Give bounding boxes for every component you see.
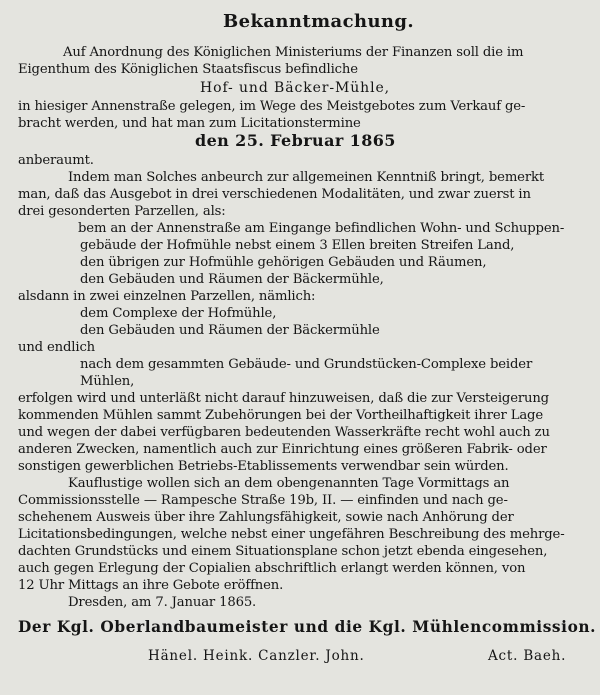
notice-line-30: dachten Grundstücks und einem Situationsplane schon jetzt ebenda eingesehen, xyxy=(18,544,548,559)
notice-line-16: dem Complexe der Hofmühle, xyxy=(80,306,277,321)
notice-line-15: alsdann in zwei einzelnen Parzellen, nämlich: xyxy=(18,289,316,304)
notice-line-29: Licitationsbedingungen, welche nebst einer ungefähren Beschreibung des mehrge- xyxy=(18,527,565,542)
notice-line-19: nach dem gesammten Gebäude- und Grundstücken-Complexe beider xyxy=(80,357,533,372)
notice-line-20: Mühlen, xyxy=(80,374,135,389)
notice-line-22: kommenden Mühlen sammt Zubehörungen bei der Vortheilhaftigkeit ihrer Lage xyxy=(18,408,543,423)
notice-line-31: auch gegen Erlegung der Copialien abschriftlich erlangt werden können, von xyxy=(18,561,526,576)
notice-line-27: Commissionsstelle — Rampesche Straße 19b, II. — einfinden und nach ge- xyxy=(18,493,508,508)
notice-line-23: und wegen der dabei verfügbaren bedeutenden Wasserkräfte recht wohl auch zu xyxy=(18,425,550,440)
notice-line-7: anberaumt. xyxy=(18,153,94,168)
notice-line-32: 12 Uhr Mittags an ihre Gebote eröffnen. xyxy=(18,578,284,593)
notice-line-17: den Gebäuden und Räumen der Bäckermühle xyxy=(80,323,380,338)
notice-line-8: Indem man Solches anbeurch zur allgemeinen Kenntniß bringt, bemerkt xyxy=(68,170,544,185)
notice-line-28: schehenem Ausweis über ihre Zahlungsfähigkeit, sowie nach Anhörung der xyxy=(18,510,514,525)
notice-line-14: den Gebäuden und Räumen der Bäckermühle, xyxy=(80,272,384,287)
signature-names: Hänel. Heink. Canzler. John. xyxy=(148,648,365,664)
signature-actuary: Act. Baeh. xyxy=(488,648,567,664)
notice-line-18: und endlich xyxy=(18,340,96,355)
notice-line-2: Eigenthum des Königlichen Staatsfiscus befindliche xyxy=(18,62,358,77)
notice-line-13: den übrigen zur Hofmühle gehörigen Gebäuden und Räumen, xyxy=(80,255,487,270)
notice-line-11: bem an der Annenstraße am Eingange befindlichen Wohn- und Schuppen- xyxy=(78,221,565,236)
notice-line-24: anderen Zwecken, namentlich auch zur Einrichtung eines größeren Fabrik- oder xyxy=(18,442,547,457)
notice-line-5: bracht werden, und hat man zum Licitationstermine xyxy=(18,116,361,131)
notice-line-25: sonstigen gewerblichen Betriebs-Etablissements verwendbar sein würden. xyxy=(18,459,509,474)
notice-line-26: Kauflustige wollen sich an dem obengenannten Tage Vormittags an xyxy=(68,476,510,491)
notice-line-4: in hiesiger Annenstraße gelegen, im Wege des Meistgebotes zum Verkauf ge- xyxy=(18,99,526,114)
auction-date: den 25. Februar 1865 xyxy=(195,131,396,150)
notice-line-12: gebäude der Hofmühle nebst einem 3 Ellen breiten Streifen Land, xyxy=(80,238,515,253)
signature-authority: Der Kgl. Oberlandbaumeister und die Kgl. Mühlencommission. xyxy=(18,617,597,636)
notice-line-21: erfolgen wird und unterläßt nicht darauf hinzuweisen, daß die zur Versteigerung xyxy=(18,391,549,406)
notice-line-1: Auf Anordnung des Königlichen Ministeriums der Finanzen soll die im xyxy=(63,45,524,60)
place-and-date: Dresden, am 7. Januar 1865. xyxy=(68,595,257,610)
mill-name: Hof- und Bäcker-Mühle, xyxy=(200,80,390,96)
notice-title: Bekanntmachung. xyxy=(223,11,415,32)
notice-line-9: man, daß das Ausgebot in drei verschiedenen Modalitäten, und zwar zuerst in xyxy=(18,187,531,202)
notice-line-10: drei gesonderten Parzellen, als: xyxy=(18,204,226,219)
